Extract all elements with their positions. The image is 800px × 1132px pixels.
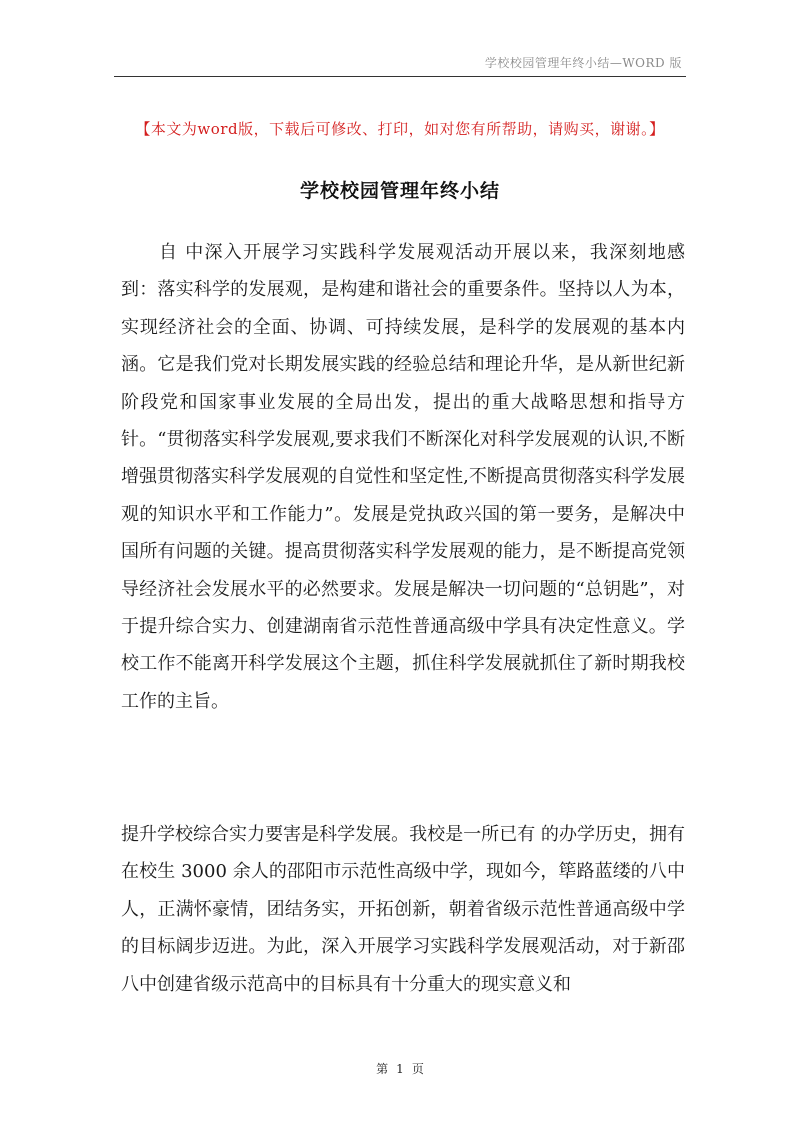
page-prefix: 第 <box>376 1062 389 1076</box>
download-notice: 【本文为word版，下载后可修改、打印，如对您有所帮助，请购买，谢谢。】 <box>135 120 665 138</box>
running-header-title: 学校校园管理年终小结—WORD 版 <box>484 56 682 70</box>
page-number-footer <box>0 1060 800 1077</box>
header-divider <box>114 76 686 77</box>
page-number: 1 <box>396 1062 404 1076</box>
body-paragraph-2: 提升学校综合实力要害是科学发展。我校是一所已有 的办学历史，拥有在校生 3000 余人的邵阳市示范性高级中学，现如今，筚路蓝缕的八中人，正满怀豪情，团结务实，开拓创新，朝着省级示范性普通高级中学的目标阔步迈进。为此，深入开展学习实践科学发展观活动，对于新邵八中创建省级示范高中的目标具有十分重大的现实意义和 <box>121 824 685 995</box>
document-title: 学校校园管理年终小结 <box>299 180 500 202</box>
page-suffix: 页 <box>411 1062 424 1076</box>
body-paragraph-1: 自 中深入开展学习实践科学发展观活动开展以来，我深刻地感到：落实科学的发展观，是构建和谐社会的重要条件。坚持以人为本，实现经济社会的全面、协调、可持续发展，是科学的发展观的基本内涵。它是我们党对长期发展实践的经验总结和理论升华，是从新世纪新阶段党和国家事业发展的全局出发，提出的重大战略思想和指导方针。“贯彻落实科学发展观,要求我们不断深化对科学发展观的认识,不断增强贯彻落实科学发展观的自觉性和坚定性,不断提高贯彻落实科学发展观的知识水平和工作能力”。发展是党执政兴国的第一要务，是解决中国所有问题的关键。提高贯彻落实科学发展观的能力，是不断提高党领导经济社会发展水平的必然要求。发展是解决一切问题的“总钥匙”，对于提升综合实力、创建湖南省示范性普通高级中学具有决定性意义。学校工作不能离开科学发展这个主题，抓住科学发展就抓住了新时期我校工作的主旨。 <box>121 242 685 712</box>
